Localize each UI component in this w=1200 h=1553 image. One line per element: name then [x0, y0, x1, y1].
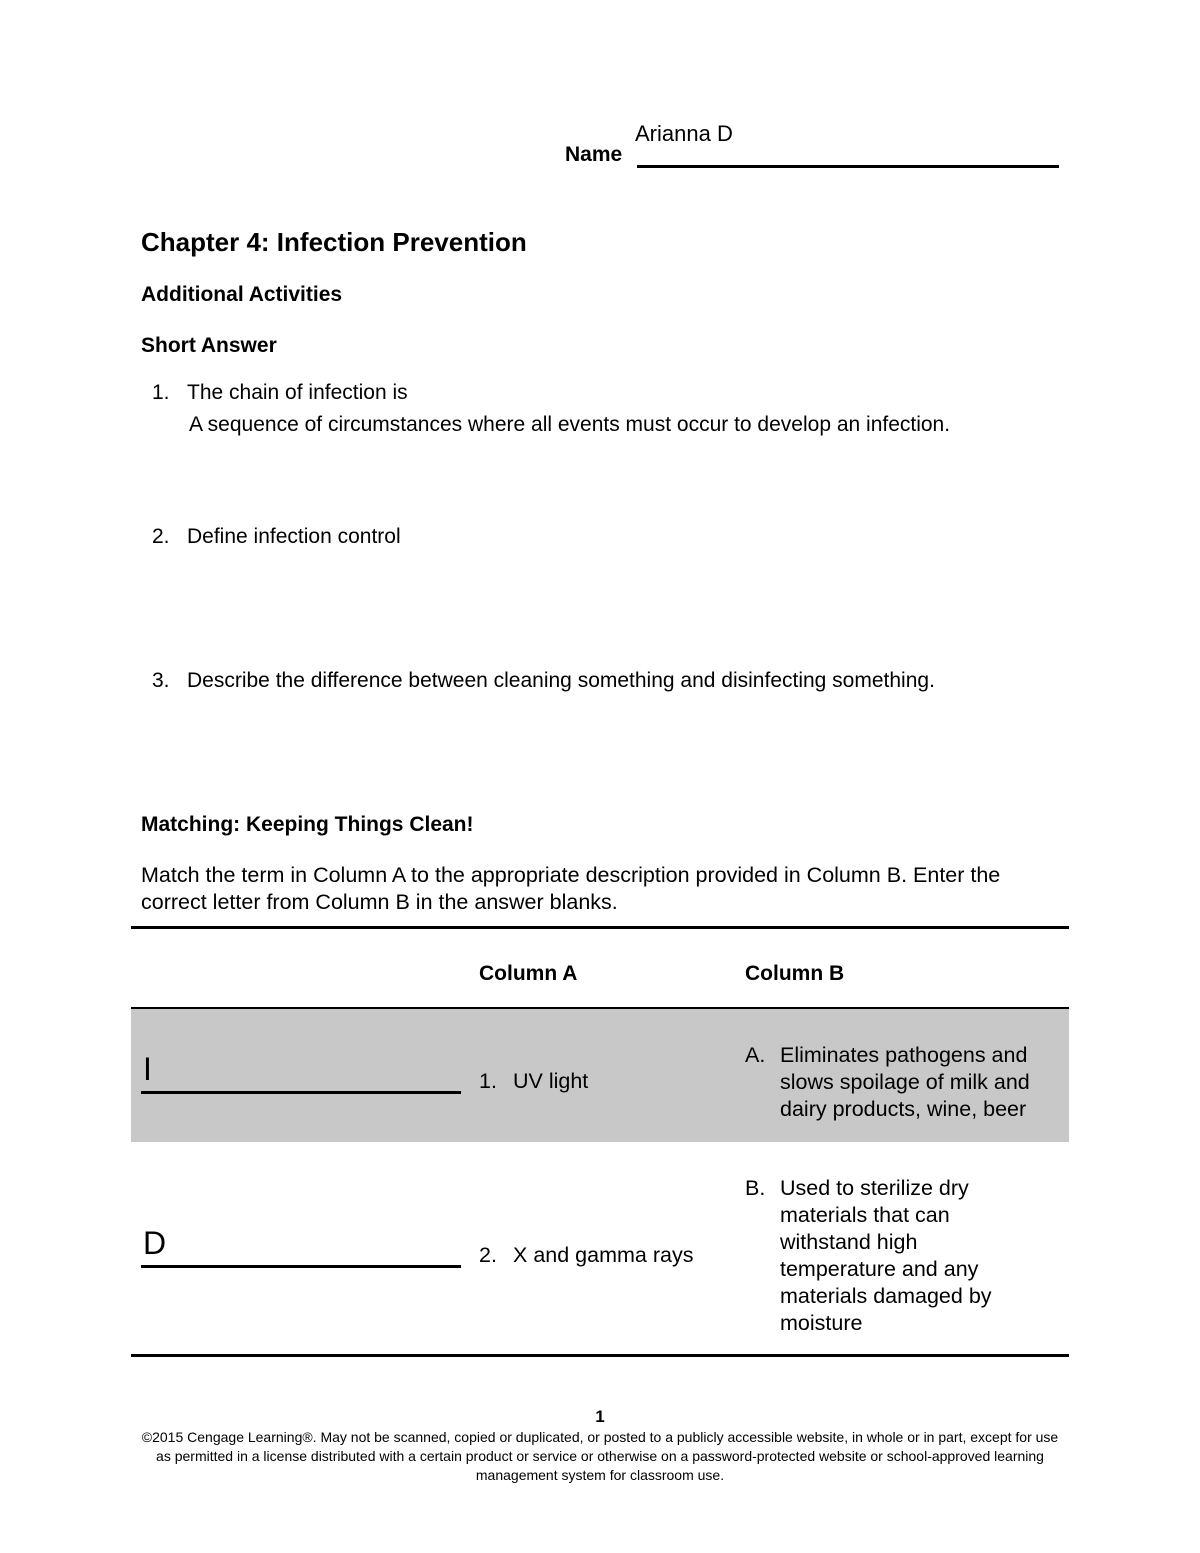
question-number: 3. — [152, 669, 170, 692]
matching-instructions: Match the term in Column A to the appropriate description provided in Column B. Enter the correct letter from Column B in the answer blanks. — [141, 863, 1001, 914]
question-text: Describe the difference between cleaning something and disinfecting something. — [187, 669, 935, 692]
answer-blank-2[interactable]: D — [143, 1225, 167, 1261]
answer-1[interactable]: A sequence of circumstances where all events must occur to develop an infection. — [189, 413, 951, 436]
page-title: Chapter 4: Infection Prevention — [141, 227, 527, 257]
matching-heading: Matching: Keeping Things Clean! — [141, 813, 474, 836]
column-a-header: Column A — [479, 962, 578, 985]
description-a — [745, 1042, 1065, 1123]
question-text: Define infection control — [187, 525, 401, 548]
answer-blank-line — [141, 1091, 461, 1094]
term-1 — [479, 1069, 588, 1094]
answer-blank-1[interactable]: I — [143, 1051, 152, 1087]
question-number: 2. — [152, 525, 170, 548]
section-additional-activities: Additional Activities — [141, 283, 343, 306]
question-1 — [152, 381, 408, 405]
description-text: Used to sterilize dry materials that can withstand high temperature and any materials damaged by moisture — [780, 1176, 992, 1335]
term-number: 1. — [479, 1069, 497, 1093]
answer-blank-line — [141, 1265, 461, 1268]
question-3 — [152, 669, 935, 693]
table-top-rule — [131, 926, 1069, 929]
section-short-answer: Short Answer — [141, 334, 277, 357]
name-underline — [637, 165, 1059, 168]
description-letter: A. — [745, 1043, 766, 1067]
page-number: 1 — [595, 1407, 605, 1426]
description-text: Eliminates pathogens and slows spoilage of milk and dairy products, wine, beer — [780, 1043, 1030, 1121]
question-number: 1. — [152, 381, 170, 404]
description-b — [745, 1175, 1035, 1337]
term-text: X and gamma rays — [513, 1243, 694, 1267]
copyright-notice: ©2015 Cengage Learning®. May not be scanned, copied or duplicated, or posted to a publicly accessible website, in whole or in part, except for use as permitted in a license distributed with a certain product or service or otherwise on a password-protected website or school-approved learning management system for classroom use. — [141, 1429, 1059, 1483]
description-letter: B. — [745, 1176, 766, 1200]
table-bottom-rule — [131, 1354, 1069, 1357]
name-label: Name — [565, 143, 623, 166]
name-value[interactable]: Arianna D — [635, 121, 733, 146]
term-text: UV light — [513, 1069, 589, 1093]
term-2 — [479, 1243, 693, 1268]
question-2 — [152, 525, 401, 549]
term-number: 2. — [479, 1243, 497, 1267]
column-b-header: Column B — [745, 962, 845, 985]
question-text: The chain of infection is — [187, 381, 408, 404]
